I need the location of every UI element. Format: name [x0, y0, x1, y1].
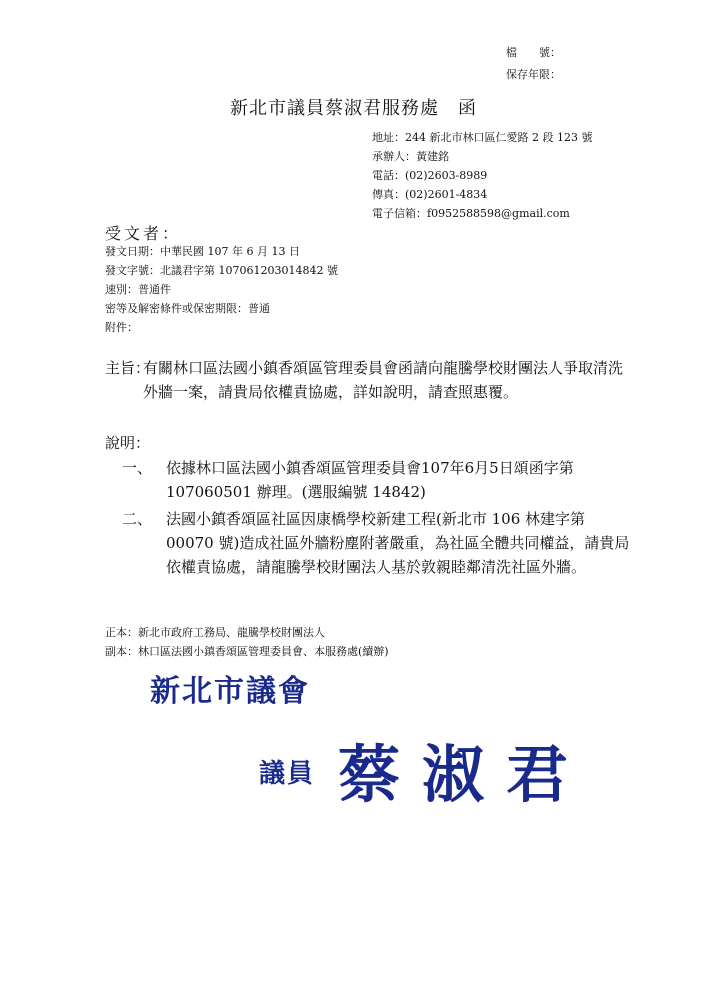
item-number: 二、: [122, 510, 153, 528]
main-recipients: 正本：新北市政府工務局、龍騰學校財團法人: [105, 626, 325, 639]
recipient-label: 受文者：: [105, 224, 182, 243]
file-number-label: 檔 號：: [506, 46, 561, 59]
issue-date: 發文日期：中華民國 107 年 6 月 13 日: [105, 245, 300, 258]
item-number: 一、: [122, 459, 153, 477]
councilor-title: 議員: [259, 759, 316, 789]
item-text: 法國小鎮香頌區社區因康橋學校新建工程(新北市 106 林建字第 00070 號)造成社區外牆粉塵附著嚴重，為社區全體共同權益，請貴局依權責協處，請龍騰學校財團法人基於敦親睦鄰清洗社區外牆。: [166, 510, 630, 576]
address: 地址：244 新北市林口區仁愛路 2 段 123 號: [372, 131, 593, 144]
subject-text: 有關林口區法國小鎮香頌區管理委員會函請向龍騰學校財團法人爭取清洗外牆一案，請貴局依權責協處，詳如說明，請查照惠覆。: [143, 359, 624, 401]
email: 電子信箱：f0952588598@gmail.com: [372, 207, 570, 220]
document-number: 發文字號：北議君字第 107061203014842 號: [105, 264, 338, 277]
council-seal-text: 新北市議會: [150, 674, 310, 709]
councilor-name-seal: 蔡淑君: [338, 738, 591, 811]
retention-period-label: 保存年限：: [506, 68, 561, 81]
document-title: 新北市議員蔡淑君服務處 函: [230, 98, 477, 119]
handler: 承辦人：黃建銘: [372, 150, 449, 163]
attachment: 附件：: [105, 321, 138, 334]
fax: 傳真：(02)2601-4834: [372, 188, 488, 201]
item-text: 依據林口區法國小鎮香頌區管理委員會107年6月5日頌函字第 107060501 辦理。(選服編號 14842): [166, 459, 574, 501]
subject-label: 主旨：: [105, 359, 151, 377]
explanation-label: 說明：: [105, 434, 151, 452]
phone: 電話：(02)2603-8989: [372, 169, 488, 182]
speed-class: 速別：普通件: [105, 283, 171, 296]
security-level: 密等及解密條件或保密期限：普通: [105, 302, 270, 315]
copy-recipients: 副本：林口區法國小鎮香頌區管理委員會、本服務處(續辦): [105, 645, 389, 658]
